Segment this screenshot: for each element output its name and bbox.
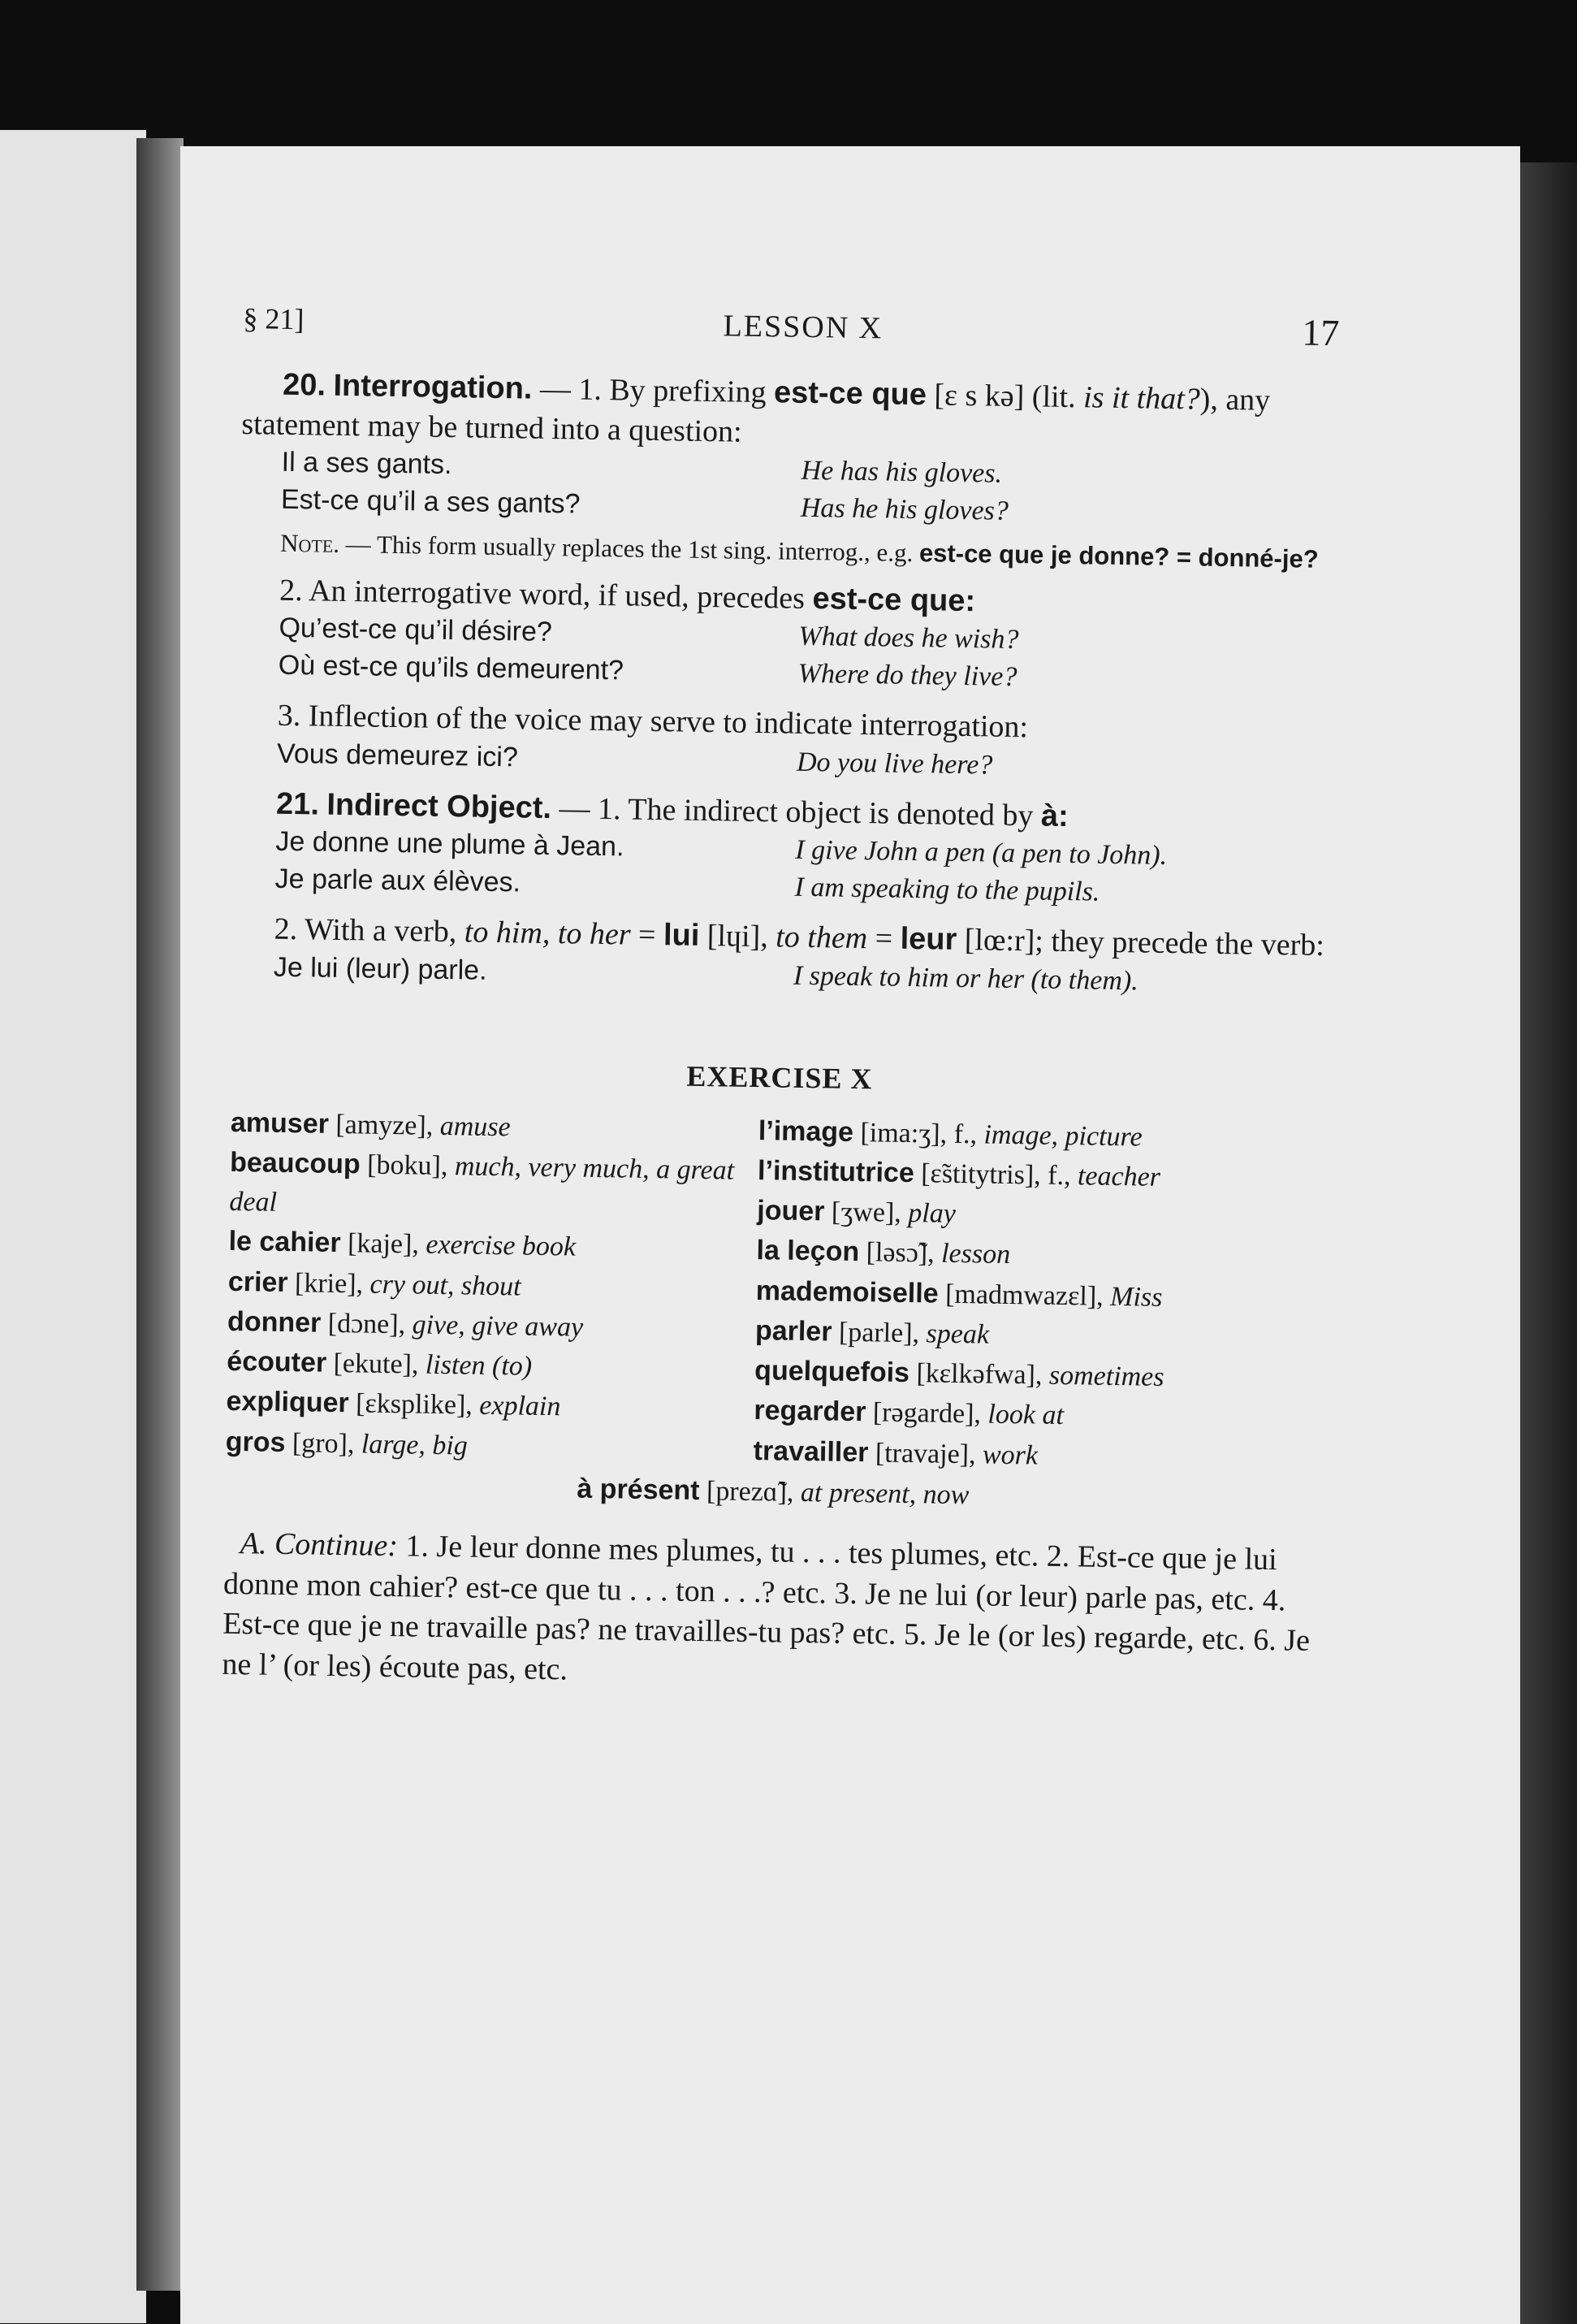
- vocab-gloss: teacher: [1077, 1161, 1161, 1192]
- example-french: Je lui (leur) parle.: [273, 951, 487, 986]
- vocab-gloss: listen (to): [425, 1349, 533, 1382]
- vocab-column-left: [225, 1102, 750, 1470]
- vocab-entry: [225, 1422, 745, 1469]
- vocab-pron: [kaje],: [340, 1228, 426, 1260]
- s21-p2-bold: leur: [900, 921, 957, 957]
- vocab-pron: [amyze],: [328, 1109, 441, 1141]
- vocab-gloss: large, big: [361, 1429, 469, 1461]
- example-french: Où est-ce qu’ils demeurent?: [278, 649, 624, 686]
- vocab-word: la leçon: [756, 1235, 860, 1268]
- s21-p2-text: [lɥi],: [699, 918, 776, 954]
- vocab-word: le cahier: [228, 1226, 341, 1259]
- vocab-gloss: Miss: [1109, 1281, 1163, 1313]
- s21-p2-text: [lœ:r]; they precede the verb:: [956, 922, 1325, 963]
- vocab-gloss: image, picture: [983, 1119, 1143, 1153]
- vocab-gloss: exercise book: [426, 1229, 577, 1262]
- example-english: Where do they live?: [797, 658, 1017, 693]
- example-english: I speak to him or her (to them).: [793, 960, 1139, 996]
- s20-note: [240, 526, 1336, 576]
- s20-number: 20.: [282, 367, 326, 403]
- example-english: Has he his gloves?: [800, 492, 1009, 526]
- vocab-gloss: explain: [479, 1391, 561, 1422]
- s21-p2-italic: to them: [775, 920, 868, 956]
- example-french: Je parle aux élèves.: [274, 863, 521, 898]
- vocab-gloss: look at: [987, 1399, 1065, 1431]
- vocabulary-list: [225, 1102, 1327, 1480]
- vocab-word: expliquer: [226, 1386, 350, 1419]
- continue-text: 1. Je leur donne mes plumes, tu . . . tes plumes, etc. 2. Est-ce que je lui donne mon cahier? est-ce que tu . . . ton . . .? etc. 3. Je ne lui (or leur) parle pas, etc. 4. Est-ce que je ne travaille pas? ne travailles-tu pas? etc. 5. Je le (or les) regarde, etc. 6. Je ne l’ (or les) écoute pas, etc.: [222, 1529, 1311, 1687]
- s20-heading: Interrogation.: [333, 368, 533, 406]
- note-bold: est-ce que je donne? = donné-je?: [918, 539, 1319, 573]
- vocab-word: gros: [225, 1426, 286, 1458]
- vocab-word: parler: [754, 1314, 832, 1348]
- s21-p1-bold: à:: [1040, 798, 1069, 833]
- vocab-pron: [travaje],: [868, 1437, 983, 1470]
- vocab-word: l’institutrice: [757, 1154, 915, 1188]
- vocab-column-right: [745, 1110, 1278, 1479]
- vocab-word: crier: [227, 1266, 288, 1298]
- vocab-gloss: much, very much, a great deal: [229, 1150, 735, 1218]
- example-french: Il a ses gants.: [281, 446, 452, 481]
- vocab-pron: [ɛksplike],: [348, 1388, 480, 1422]
- vocab-gloss: cry out, shout: [369, 1269, 521, 1302]
- s20-p2-bold: est-ce que:: [812, 581, 976, 618]
- note-label: Note.: [279, 528, 340, 558]
- vocab-word: quelquefois: [754, 1355, 910, 1389]
- note-text: — This form usually replaces the 1st sing. interrog., e.g.: [339, 529, 920, 568]
- vocab-word: amuser: [230, 1106, 330, 1140]
- s21-p2-bold: lui: [663, 918, 700, 953]
- example-english: He has his gloves.: [801, 455, 1003, 489]
- example-english: Do you live here?: [796, 747, 993, 781]
- example-french: Qu’est-ce qu’il désire?: [279, 612, 553, 648]
- vocab-pron: [boku],: [360, 1149, 456, 1181]
- example-french: Est-ce qu’il a ses gants?: [280, 483, 581, 520]
- vocab-pron: [krie],: [287, 1267, 370, 1300]
- vocab-word: travailler: [753, 1435, 869, 1468]
- s21-p1-text: — 1. The indirect object is denoted by: [551, 790, 1042, 833]
- vocab-word: regarder: [754, 1395, 866, 1428]
- s20-p1-text: — 1. By prefixing: [532, 371, 775, 410]
- exercise-continue: [222, 1524, 1320, 1702]
- facing-page-edge: [0, 130, 146, 2323]
- vocab-entry: [753, 1431, 1273, 1479]
- s20-p1-end: ), any statement may be turned into a question:: [241, 382, 1271, 449]
- page-content: [222, 292, 1340, 1702]
- s20-p2-text: 2. An interrogative word, if used, precedes: [279, 573, 813, 616]
- s21-heading: Indirect Object.: [326, 787, 552, 825]
- vocab-gloss: at present, now: [800, 1477, 970, 1511]
- vocab-word: jouer: [757, 1195, 825, 1227]
- example-french: Je donne une plume à Jean.: [275, 825, 624, 863]
- vocab-word: donner: [227, 1305, 322, 1339]
- vocab-pron: [ləsɔ̃],: [858, 1237, 942, 1269]
- s21-p2-text: =: [866, 921, 901, 956]
- vocab-pron: [kɛlkəfwa],: [909, 1358, 1050, 1391]
- vocab-gloss: lesson: [940, 1238, 1011, 1270]
- vocab-gloss: sometimes: [1048, 1360, 1164, 1393]
- s20-p1-italic: is it that?: [1082, 380, 1201, 417]
- example-english: I give John a pen (a pen to John).: [795, 834, 1168, 872]
- vocab-pron: [prezɑ̃],: [699, 1475, 801, 1508]
- s20-p1-bold: est-ce que: [773, 375, 927, 413]
- vocab-pron: [madmwazɛl],: [938, 1279, 1111, 1312]
- s21-number: 21.: [275, 786, 320, 822]
- lesson-title: LESSON X: [723, 309, 884, 346]
- vocab-pron: [gro],: [285, 1427, 362, 1460]
- example-english: What does he wish?: [798, 621, 1019, 656]
- s20-paragraph-3: 3. Inflection of the voice may serve to indicate interrogation:: [277, 698, 1029, 745]
- vocab-gloss: speak: [926, 1318, 990, 1350]
- s21-p2-text: =: [630, 917, 664, 953]
- page-edge-shadow: [1520, 162, 1577, 2324]
- vocab-word: à présent: [577, 1473, 700, 1506]
- vocab-pron: [ekute],: [326, 1348, 426, 1380]
- vocab-pron: [dɔne],: [321, 1308, 413, 1340]
- vocab-gloss: work: [982, 1439, 1039, 1471]
- vocab-pron: [ɛ̃stitytris], f.,: [914, 1158, 1078, 1192]
- s21-p2-text: 2. With a verb,: [274, 911, 465, 950]
- vocab-gloss: play: [908, 1198, 957, 1229]
- vocab-word: beaucoup: [229, 1146, 361, 1180]
- vocab-pron: [parle],: [832, 1317, 927, 1349]
- s20-p1-text2: [ɛ s kə] (lit.: [926, 378, 1084, 415]
- page-number: 17: [1301, 311, 1340, 354]
- vocab-pron: [ʒwe],: [824, 1197, 909, 1229]
- vocab-pron: [ima:ʒ], f.,: [853, 1117, 984, 1149]
- book-gutter: [136, 138, 184, 2291]
- vocab-gloss: give, give away: [412, 1309, 584, 1343]
- s21-p2-italic: to him, to her: [464, 915, 631, 952]
- continue-label: A. Continue:: [240, 1526, 399, 1564]
- vocab-word: écouter: [227, 1345, 327, 1378]
- example-english: I am speaking to the pupils.: [794, 872, 1100, 907]
- vocab-entry: [229, 1143, 750, 1231]
- vocab-pron: [rəgarde],: [866, 1397, 988, 1430]
- vocab-gloss: amuse: [439, 1110, 511, 1142]
- vocab-word: l’image: [758, 1114, 854, 1148]
- vocab-word: mademoiselle: [755, 1275, 939, 1309]
- section-ref: § 21]: [243, 301, 305, 336]
- example-french: Vous demeurez ici?: [276, 738, 519, 773]
- exercise-title: EXERCISE X: [686, 1060, 873, 1096]
